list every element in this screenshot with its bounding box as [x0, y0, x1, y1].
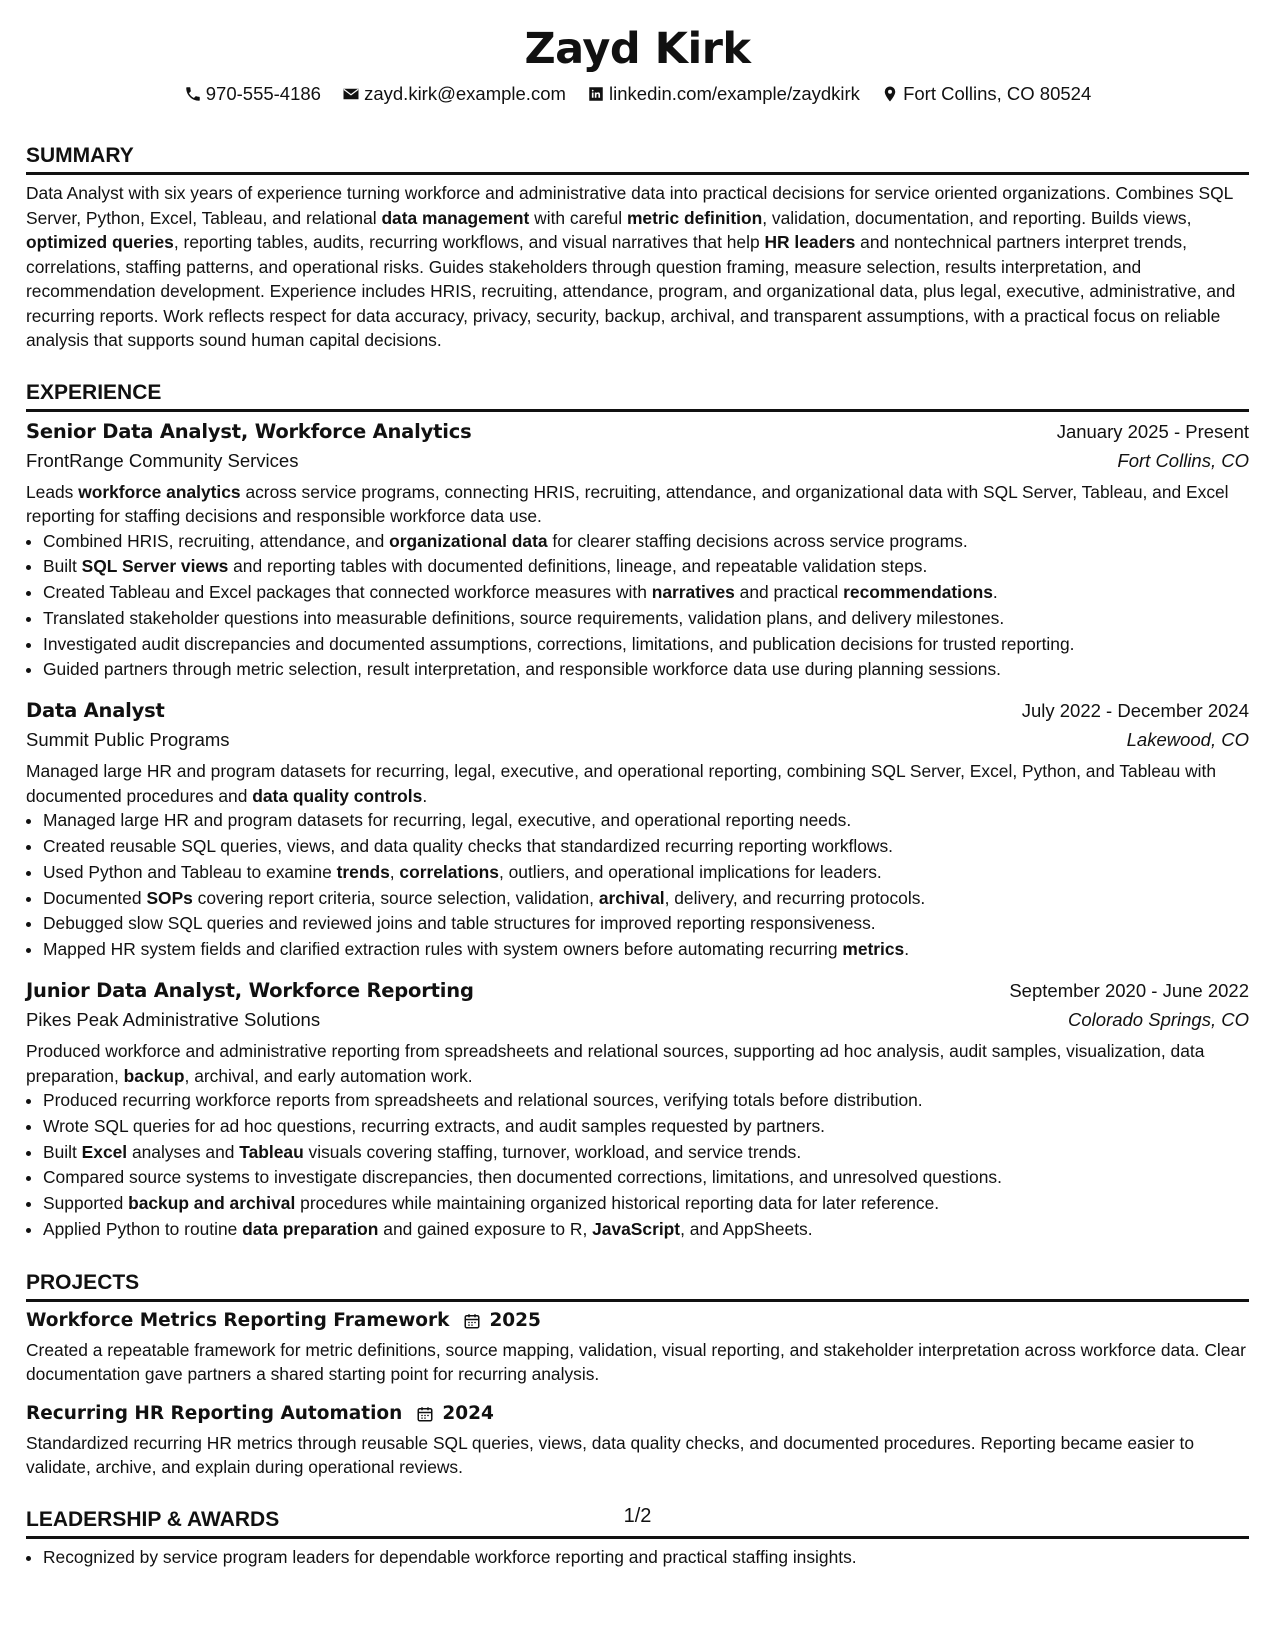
- job-subheader: [26, 448, 1249, 474]
- job-header: [26, 977, 1249, 1005]
- job-location: Fort Collins, CO: [1117, 449, 1249, 471]
- project-name: Workforce Metrics Reporting Framework: [26, 1309, 450, 1331]
- text-run: Created reusable SQL queries, views, and data quality checks that standardized recurring reporting workflows.: [43, 836, 894, 857]
- text-run: visuals covering staffing, turnover, workload, and service trends.: [303, 1141, 802, 1162]
- bold-phrase: Tableau: [239, 1141, 304, 1162]
- bold-phrase: correlations: [399, 861, 499, 882]
- job-organization: Summit Public Programs: [26, 729, 230, 751]
- linkedin-icon: [587, 85, 605, 103]
- text-run: Produced recurring workforce reports from spreadsheets and relational sources, verifying totals before distribution.: [43, 1090, 923, 1111]
- job-subheader: [26, 1007, 1249, 1033]
- bold-phrase: data preparation: [242, 1219, 379, 1240]
- bullet-item: [43, 860, 1249, 886]
- job-summary: [26, 759, 1249, 808]
- job-bullets: [26, 1088, 1249, 1243]
- map-pin-icon: [881, 85, 899, 103]
- leadership-list: [26, 1545, 1249, 1571]
- bullet-item: [43, 554, 1249, 580]
- bullet-item: [43, 834, 1249, 860]
- text-run: Created Tableau and Excel packages that connected workforce measures with: [43, 582, 652, 603]
- bold-phrase: backup: [123, 1065, 185, 1086]
- text-run: covering report criteria, source selection, validation,: [192, 887, 599, 908]
- job-summary: [26, 1039, 1249, 1088]
- bold-phrase: JavaScript: [592, 1219, 681, 1240]
- job-header: [26, 697, 1249, 725]
- job-location: Colorado Springs, CO: [1068, 1009, 1249, 1031]
- contact-line: [26, 81, 1249, 110]
- text-run: , outliers, and operational implications for leaders.: [498, 861, 882, 882]
- job-entry: [26, 418, 1249, 684]
- bullet-item: [43, 632, 1249, 658]
- text-run: Data Analyst with six years of experience turning workforce and administrative data into practical decisions for service oriented organizations. Combines SQL Server, Python, Excel, Tableau, and relational: [26, 183, 1233, 228]
- bullet-item: [43, 886, 1249, 912]
- project-header: [26, 1401, 1249, 1427]
- text-run: Translated stakeholder questions into measurable definitions, source requirements, validation plans, and delivery milestones.: [43, 607, 1005, 628]
- text-run: across service programs, connecting HRIS, recruiting, attendance, and organizational data with SQL Server, Tableau, and Excel reporting for staffing decisions and responsible workforce data use.: [26, 481, 1229, 526]
- bullet-item: [43, 1191, 1249, 1217]
- experience-list: [26, 418, 1249, 1243]
- text-run: and gained exposure to R,: [378, 1219, 593, 1240]
- award-item: • Recognized by service program leaders for dependable workforce reporting and practical staffing insights.: [43, 1545, 1249, 1571]
- text-run: Used Python and Tableau to examine: [43, 861, 337, 882]
- projects-heading: PROJECTS: [26, 1269, 1249, 1302]
- job-dates: July 2022 - December 2024: [1021, 700, 1249, 722]
- bullet-item: [43, 529, 1249, 555]
- contact-phone[interactable]: [184, 81, 321, 107]
- bullet-item: [43, 1217, 1249, 1243]
- email-text: zayd.kirk@example.com: [364, 83, 566, 104]
- bold-phrase: metrics: [842, 939, 905, 960]
- contact-linkedin[interactable]: [587, 81, 860, 107]
- job-title: Data Analyst: [26, 699, 165, 723]
- bold-phrase: archival: [598, 887, 665, 908]
- text-run: procedures while maintaining organized historical reporting data for later reference.: [295, 1193, 940, 1214]
- text-run: , archival, and early automation work.: [184, 1065, 473, 1086]
- bold-phrase: optimized queries: [26, 232, 174, 252]
- project-description: Created a repeatable framework for metric definitions, source mapping, validation, visual reporting, and stakeholder interpretation across workforce data. Clear documentation gave partners a shared starting point for recurring analysis.: [26, 1339, 1246, 1385]
- job-dates: January 2025 - Present: [1056, 420, 1249, 442]
- text-run: , reporting tables, audits, recurring workflows, and visual narratives that help: [173, 232, 765, 252]
- job-organization: FrontRange Community Services: [26, 449, 299, 471]
- contact-email[interactable]: [342, 81, 566, 107]
- job-location: Lakewood, CO: [1126, 729, 1249, 751]
- candidate-name: Zayd Kirk: [524, 24, 751, 74]
- bullet-item: [43, 580, 1249, 606]
- bold-phrase: workforce analytics: [78, 481, 241, 502]
- text-run: Guided partners through metric selection, result interpretation, and responsible workforce data use during planning sessions.: [43, 659, 1001, 680]
- text-run: analyses and: [127, 1141, 240, 1162]
- summary-text: [26, 181, 1249, 353]
- job-entry: [26, 697, 1249, 963]
- location-text: Fort Collins, CO 80524: [903, 83, 1092, 104]
- job-entry: [26, 977, 1249, 1243]
- bullet-item: [43, 1088, 1249, 1114]
- text-run: , delivery, and recurring protocols.: [664, 887, 926, 908]
- bullet-item: [43, 937, 1249, 963]
- bold-phrase: data management: [381, 207, 530, 228]
- text-run: Mapped HR system fields and clarified extraction rules with system owners before automating recurring: [43, 939, 843, 960]
- bold-phrase: SQL Server views: [81, 556, 229, 577]
- text-run: ,: [389, 861, 400, 882]
- page-number: 1/2: [623, 1505, 652, 1527]
- text-run: Combined HRIS, recruiting, attendance, and: [43, 530, 390, 551]
- job-title: Junior Data Analyst, Workforce Reporting: [26, 979, 474, 1003]
- job-summary: [26, 480, 1249, 529]
- phone-text: 970-555-4186: [205, 83, 321, 104]
- job-bullets: [26, 529, 1249, 684]
- text-run: Managed large HR and program datasets for recurring, legal, executive, and operational reporting, combining SQL Server, Excel, Python, and Tableau with documented procedures and: [26, 761, 1216, 806]
- text-run: Produced workforce and administrative reporting from spreadsheets and relational sources, supporting ad hoc analysis, audit samples, visualization, data preparation,: [26, 1041, 1205, 1086]
- leadership-heading: LEADERSHIP & AWARDS: [26, 1506, 1249, 1539]
- contact-location: [881, 81, 1091, 107]
- bold-phrase: data quality controls: [252, 785, 423, 806]
- job-header: [26, 418, 1249, 446]
- job-dates: September 2020 - June 2022: [1009, 980, 1249, 1002]
- text-run: .: [422, 785, 428, 806]
- bold-phrase: narratives: [651, 582, 735, 603]
- text-run: and reporting tables with documented definitions, lineage, and repeatable validation steps.: [228, 556, 928, 577]
- text-run: Leads: [26, 481, 79, 502]
- summary-heading: SUMMARY: [26, 142, 1249, 175]
- projects-list: [26, 1308, 1249, 1480]
- text-run: , validation, documentation, and reporting. Builds views,: [762, 207, 1192, 228]
- text-run: Investigated audit discrepancies and documented assumptions, corrections, limitations, and publication decisions for trusted reporting.: [43, 633, 1075, 654]
- envelope-icon: [342, 85, 360, 103]
- text-run: Compared source systems to investigate discrepancies, then documented corrections, limitations, and unresolved questions.: [43, 1167, 1002, 1188]
- bold-phrase: trends: [336, 861, 390, 882]
- calendar-icon: [416, 1405, 434, 1423]
- bold-phrase: HR leaders: [764, 232, 856, 252]
- text-run: and practical: [734, 582, 844, 603]
- text-run: , and AppSheets.: [680, 1219, 813, 1240]
- project-year: 2025: [489, 1309, 541, 1331]
- job-subheader: [26, 727, 1249, 753]
- bullet-item: [43, 1114, 1249, 1140]
- bold-phrase: recommendations: [843, 582, 993, 603]
- text-run: Managed large HR and program datasets for recurring, legal, executive, and operational reporting needs.: [43, 810, 852, 831]
- text-run: Wrote SQL queries for ad hoc questions, recurring extracts, and audit samples requested by partners.: [43, 1115, 826, 1136]
- experience-heading: EXPERIENCE: [26, 379, 1249, 412]
- bullet-item: [43, 606, 1249, 632]
- project-header: [26, 1308, 1249, 1334]
- text-run: for clearer staffing decisions across service programs.: [547, 530, 968, 551]
- project-entry: [26, 1308, 1249, 1387]
- project-year: 2024: [442, 1402, 494, 1424]
- project-name: Recurring HR Reporting Automation: [26, 1402, 403, 1424]
- bullet-item: [43, 808, 1249, 834]
- text-run: Supported: [43, 1193, 129, 1214]
- bold-phrase: SOPs: [146, 887, 193, 908]
- text-run: with careful: [529, 207, 627, 228]
- project-entry: [26, 1401, 1249, 1480]
- bullet-item: [43, 1165, 1249, 1191]
- project-description: Standardized recurring HR metrics through reusable SQL queries, views, data quality checks, and documented procedures. Reporting became easier to validate, archive, and explain during operational reviews.: [26, 1432, 1195, 1478]
- text-run: Documented: [43, 887, 147, 908]
- job-organization: Pikes Peak Administrative Solutions: [26, 1009, 321, 1031]
- text-run: Applied Python to routine: [43, 1219, 243, 1240]
- text-run: Built: [43, 1141, 82, 1162]
- text-run: .: [992, 582, 998, 603]
- bullet-item: [43, 1140, 1249, 1166]
- bold-phrase: organizational data: [389, 530, 548, 551]
- text-run: Built: [43, 556, 82, 577]
- calendar-icon: [463, 1312, 481, 1330]
- bullet-item: [43, 911, 1249, 937]
- phone-icon: [184, 85, 202, 103]
- text-run: .: [904, 939, 910, 960]
- bold-phrase: metric definition: [626, 207, 763, 228]
- job-title: Senior Data Analyst, Workforce Analytics: [26, 419, 472, 443]
- linkedin-text: linkedin.com/example/zaydkirk: [609, 83, 860, 104]
- bullet-item: [43, 657, 1249, 683]
- text-run: Debugged slow SQL queries and reviewed joins and table structures for improved reporting responsiveness.: [43, 913, 876, 934]
- bold-phrase: Excel: [81, 1141, 128, 1162]
- job-bullets: [26, 808, 1249, 963]
- bold-phrase: backup and archival: [128, 1193, 296, 1214]
- resume-page: [26, 20, 1249, 1571]
- text-run: and nontechnical partners interpret trends, correlations, staffing patterns, and operational risks. Guides stakeholders through question framing, measure selection, results interpretation, and recommendation development. Experience includes HRIS, recruiting, attendance, program, and organizational data, plus legal, executive, administrative, and recurring reports. Work reflects respect for data accuracy, privacy, security, backup, archival, and transparent assumptions, with a practical focus on reliable analysis that supports sound human capital decisions.: [26, 232, 1236, 350]
